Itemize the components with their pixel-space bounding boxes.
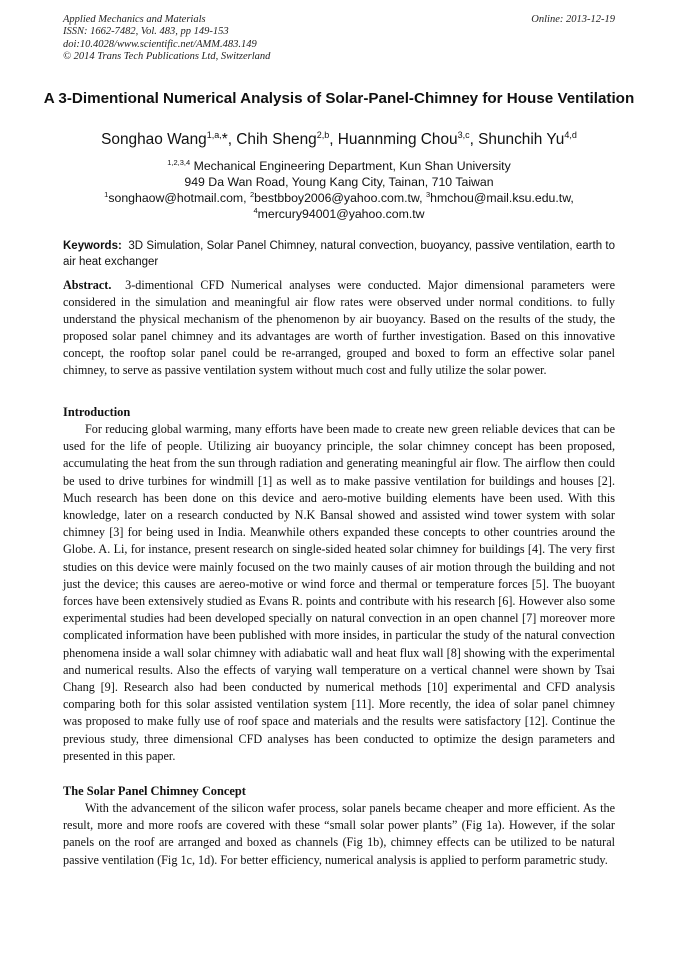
paper-title: A 3-Dimentional Numerical Analysis of Solar-Panel-Chimney for House Ventilation	[43, 90, 635, 107]
email-link[interactable]: mercury94001@yahoo.com.tw	[257, 207, 425, 221]
author-sep: ,	[469, 131, 479, 148]
keywords-text: 3D Simulation, Solar Panel Chimney, natural convection, buoyancy, passive ventilation, earth to air heat exchanger	[63, 240, 615, 268]
author-sup: 4,d	[564, 129, 577, 140]
email-sup: 3	[425, 189, 431, 199]
author-name: Shunchih Yu	[478, 131, 565, 148]
online-date: Online: 2013-12-19	[531, 14, 615, 25]
author-list	[30, 130, 648, 150]
affiliation-sup: 1,2,3,4	[167, 157, 191, 167]
author-name: Huannming Chou	[337, 131, 458, 148]
section-heading-concept: The Solar Panel Chimney Concept	[63, 784, 246, 798]
doi: doi:10.4028/www.scientific.net/AMM.483.149	[63, 38, 257, 50]
journal-name: Applied Mechanics and Materials	[63, 14, 206, 25]
abstract-text: 3-dimentional CFD Numerical analyses were conducted. Major dimensional parameters were considered in the simulation and meaningful air flow rates were observed under normal conditions. to fully understand the physical mechanism of the phenomenon by air buoyancy. Based on the results of the study, the proposed solar panel chimney and its advantages are worth of further investigation. Based on this innovative concept, the rooftop solar panel could be re-arranged, grouped and boxed to form an effective solar panel chimney, to serve as passive ventilation system without much cost and fully utilize the solar power.	[63, 278, 616, 377]
affiliation	[40, 158, 638, 222]
section-heading-introduction: Introduction	[63, 405, 131, 419]
author-sup: 2,b	[316, 129, 330, 140]
affiliation-dept: Mechanical Engineering Department, Kun Shan University	[190, 159, 511, 173]
affiliation-address: 949 Da Wan Road, Young Kang City, Tainan, 710 Taiwan	[184, 175, 494, 189]
author-sup: 3,c	[457, 129, 470, 140]
abstract	[63, 277, 615, 378]
issn: ISSN: 1662-7482, Vol. 483, pp 149-153	[63, 26, 229, 38]
email-link[interactable]: songhaow@hotmail.com,	[108, 191, 250, 205]
author-sup: 1,a,	[206, 129, 222, 140]
abstract-label: Abstract.	[63, 278, 112, 292]
author-name: Songhao Wang	[101, 131, 207, 148]
email-sup: 1	[104, 189, 109, 199]
affiliation-dept-line	[40, 158, 638, 174]
author-sep: *,	[221, 131, 237, 148]
author-name: Chih Sheng	[236, 131, 317, 148]
email-sup: 4	[253, 205, 258, 215]
keywords	[63, 238, 615, 270]
email-line	[40, 206, 638, 222]
journal-header	[63, 14, 615, 64]
copyright: © 2014 Trans Tech Publications Ltd, Switzerland	[63, 51, 271, 63]
email-link[interactable]: bestbboy2006@yahoo.com.tw,	[254, 191, 426, 205]
introduction-paragraph: For reducing global warming, many efforts have been made to create new green reliable devices that can be used for the life of people. Utilizing air buoyancy principle, the solar chimney concept has been proposed, accumulating the heat from the sun through radiation and generating meaningful air flow. The airflow then could be used to drive turbines for windmill [1] as well as to make passive ventilation for buildings and houses [2]. Much research has been done on this device and aero-motive building elements have been used. With this knowledge, later on a research conducted by N.K Bansal showed and assisted wind tower system with solar chimney [3] for being used in India. Meanwhile others expanded these concepts to other countries around the Globe. A. Li, for instance, present research on single-sided heated solar chimney for buildings [4]. The very first studies on this device were mainly focused on the two mainly causes of air motion through the building and not just the device; this causes are aereo-motive or wind force and thermal or temperature forces [5]. The buoyant forces have been extensively studied as Evans R. points and contribute with his research [6]. However also some experimental studies had been developed specially on natural convection in an open channel [7] moreover more complicated information have been published with more insides, in particular the study of the natural convection phenomena inside a wall solar chimney with adiabatic wall and heat flux wall [8] showing with the experimental and numerical results. Also the effects of varying wall temperature on a vertical channel were shown by Tsai Chang [9]. Research also had been conducted by numerical methods [10] experimental and CFD analysis comparing both for this solar assisted ventilation system [11]. More recently, the idea of solar panel chimney was proposed to make fully use of roof space and materials and the results were satisfactory [12]. Continue the previous study, three dimensional CFD analyses has been conducted to optimize the design parameters and presented in this paper.	[63, 422, 615, 763]
email-sup: 2	[250, 189, 255, 199]
email-link[interactable]: hmchou@mail.ksu.edu.tw,	[430, 191, 574, 205]
email-line	[40, 190, 638, 206]
keywords-label: Keywords:	[63, 240, 122, 252]
author-sep: ,	[329, 131, 338, 148]
concept-paragraph: With the advancement of the silicon wafer process, solar panels became cheaper and more efficient. As the result, more and more roofs are covered with these “small solar power plants” (Fig 1a). However, if the solar panels on the roof are arranged and boxed as channels (Fig 1b), chimney effects can be utilized to be natural passive ventilation (Fig 1c, 1d). For better efficiency, numerical analysis is applied to perform parametric study.	[63, 801, 615, 867]
